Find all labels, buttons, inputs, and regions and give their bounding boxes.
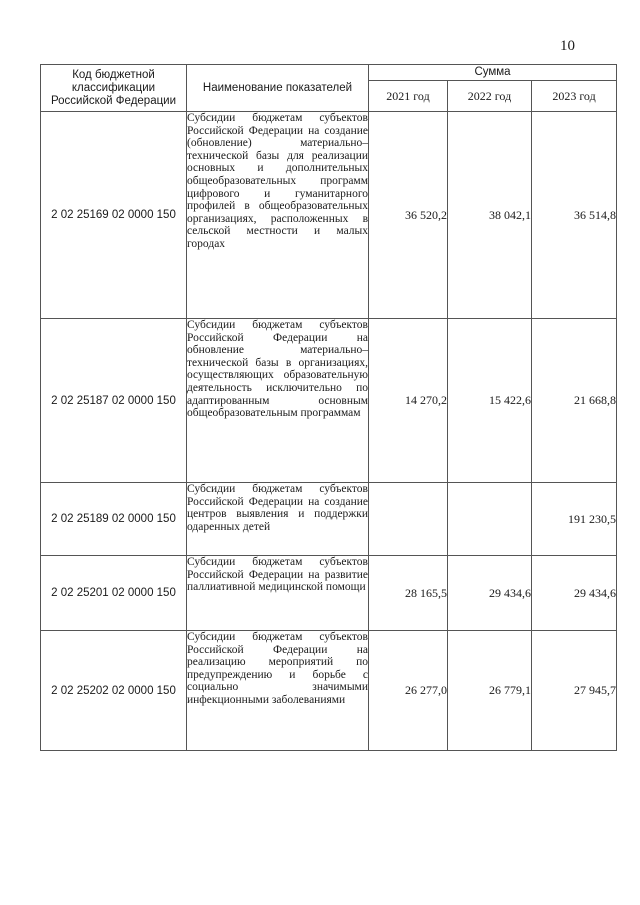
- row-code: 2 02 25201 02 0000 150: [41, 556, 187, 631]
- row-value-2023: 21 668,8: [532, 319, 617, 483]
- row-code: 2 02 25202 02 0000 150: [41, 631, 187, 751]
- row-value-2022: 38 042,1: [448, 112, 532, 319]
- row-value-2021: 26 277,0: [369, 631, 448, 751]
- table-row: [41, 556, 617, 631]
- row-value-2023: 27 945,7: [532, 631, 617, 751]
- table-row: [41, 631, 617, 751]
- row-code: 2 02 25169 02 0000 150: [41, 112, 187, 319]
- row-value-2022: 15 422,6: [448, 319, 532, 483]
- row-value-2023: 191 230,5: [532, 483, 617, 556]
- row-value-2022: [448, 483, 532, 556]
- row-code: 2 02 25187 02 0000 150: [41, 319, 187, 483]
- row-value-2021: 14 270,2: [369, 319, 448, 483]
- table-row: [41, 112, 617, 319]
- header-code: Код бюджетной классификации Российской Федерации: [41, 65, 187, 112]
- row-name: Субсидии бюджетам субъектов Российской Федерации на создание (обновление) материально–технической базы для реализации основных и дополнительных общеобразовательных программ цифрового и гуманитарного профилей в общеобразовательных организациях, расположенных в сельской местности и малых городах: [187, 112, 369, 319]
- row-name: Субсидии бюджетам субъектов Российской Федерации на развитие паллиативной медицинской помощи: [187, 556, 369, 631]
- row-value-2021: 28 165,5: [369, 556, 448, 631]
- row-value-2023: 29 434,6: [532, 556, 617, 631]
- table-row: [41, 483, 617, 556]
- row-value-2021: 36 520,2: [369, 112, 448, 319]
- page-number: 10: [560, 38, 575, 54]
- row-value-2023: 36 514,8: [532, 112, 617, 319]
- row-name: Субсидии бюджетам субъектов Российской Федерации на реализацию мероприятий по предупреждению и борьбе с социально значимыми инфекционными заболеваниями: [187, 631, 369, 751]
- row-value-2021: [369, 483, 448, 556]
- row-value-2022: 26 779,1: [448, 631, 532, 751]
- row-name: Субсидии бюджетам субъектов Российской Федерации на создание центров выявления и поддержки одаренных детей: [187, 483, 369, 556]
- header-sum: Сумма: [369, 65, 617, 81]
- table-row: [41, 319, 617, 483]
- header-year-2022: 2022 год: [448, 81, 532, 112]
- header-year-2021: 2021 год: [369, 81, 448, 112]
- budget-table: [40, 64, 617, 751]
- row-code: 2 02 25189 02 0000 150: [41, 483, 187, 556]
- row-value-2022: 29 434,6: [448, 556, 532, 631]
- header-year-2023: 2023 год: [532, 81, 617, 112]
- header-name: Наименование показателей: [187, 65, 369, 112]
- row-name: Субсидии бюджетам субъектов Российской Федерации на обновление материально–технической базы в организациях, осуществляющих образовательную деятельность исключительно по адаптированным основным общеобразовательным программам: [187, 319, 369, 483]
